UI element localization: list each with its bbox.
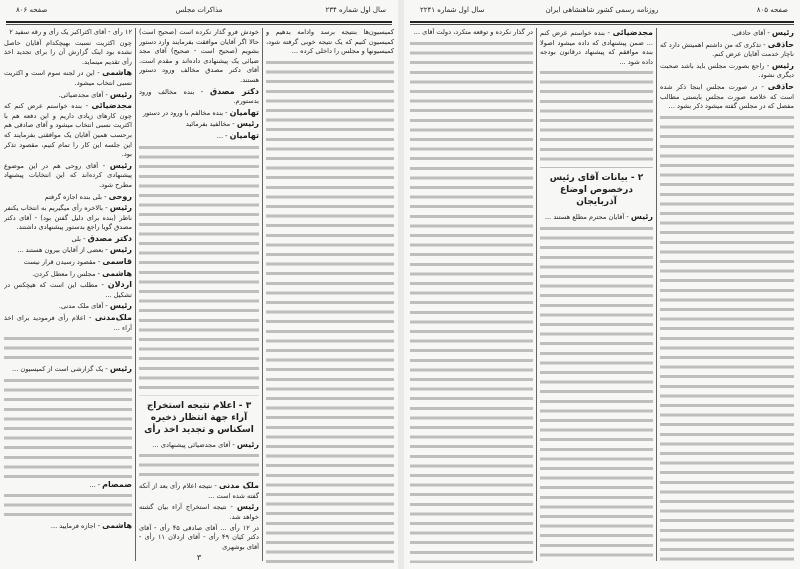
speaker: رئیس bbox=[109, 301, 132, 311]
speech-text: - بنده خواستم عرض کنم ... ضمن پیشنهادی که داده میشود اصولا بنده موافقم که پیشنهاد درقانون بودجه داده شود ... bbox=[540, 29, 653, 66]
speaker: مجدضیائی bbox=[612, 28, 653, 37]
speaker: اردلان bbox=[107, 280, 132, 290]
speech-text: - در صورت مجلس اینجا ذکر شده است که خلاصه صورت مجلس بایستی مطالب مفصل که در مجلس گفته میشود ذکر بشود ... bbox=[660, 82, 794, 111]
page-number: صفحه ۸۰۶ bbox=[16, 6, 48, 14]
column-left bbox=[4, 28, 132, 563]
speaker: رئیس bbox=[771, 60, 794, 70]
speaker: حاذقی bbox=[767, 39, 794, 49]
speech bbox=[4, 280, 132, 300]
text-continuation bbox=[4, 376, 132, 480]
speaker: صمصام bbox=[102, 479, 132, 489]
column-middle bbox=[139, 28, 259, 563]
speech-text: - آقای ملک مدنی. bbox=[58, 302, 108, 311]
speech bbox=[660, 61, 794, 81]
column-divider bbox=[536, 28, 537, 561]
speech bbox=[4, 68, 132, 88]
speech-text: - آقای روحی هم در این موضوع پیشنهادی کرده‌اند که این انتخابات پیشنهاد مطرح شود. bbox=[4, 161, 132, 189]
header-rule bbox=[6, 21, 392, 25]
header-rule bbox=[410, 21, 794, 25]
speech-text: - ... bbox=[216, 131, 228, 140]
speech bbox=[4, 101, 132, 160]
text-continuation bbox=[410, 39, 533, 563]
footer-page-number: ۳ bbox=[196, 553, 202, 563]
paragraph: ۱۲ رأی - آقای اکثراکبر یک رأی و رقه سفید ۲ bbox=[9, 28, 132, 36]
speech bbox=[4, 245, 132, 256]
speaker: رئیس bbox=[236, 502, 259, 512]
speech-text: - آقایان محترم مطلع هستند ... bbox=[544, 213, 629, 222]
speaker: ملک مدنی bbox=[218, 481, 259, 491]
speech bbox=[139, 481, 259, 501]
speech bbox=[139, 440, 259, 451]
speech bbox=[4, 364, 132, 375]
left-page bbox=[0, 0, 398, 569]
text-continuation bbox=[266, 58, 394, 563]
speech-text: - اعلام رأی فرمودید برای اخذ آراء ... bbox=[4, 314, 132, 332]
section-heading: ۲ - بیانات آقای رئیس درخصوص اوضاع آذربایجان bbox=[549, 173, 644, 208]
section-title: مذاکرات مجلس bbox=[175, 6, 223, 14]
speech-text: - یک گزارشی است از کمیسیون ... bbox=[12, 365, 108, 374]
speech-text: - تذکری که من داشتم اهمیتش دارد که ناچار خدمت آقایان عرض کنم. bbox=[660, 40, 794, 59]
text-continuation bbox=[540, 68, 653, 168]
paragraph: چون اکثریت نسبت بهیچکدام آقایان حاصل نشده بود اینک گزارش آن را برای تجدید اخذ رأی تقدیم مینماید. bbox=[4, 38, 132, 66]
speech bbox=[4, 90, 132, 101]
speech bbox=[4, 234, 132, 245]
issue-number: سال اول شماره ۲۲۴۱ bbox=[420, 6, 485, 14]
speech-text: - بنده مخالف ورود بدستورم. bbox=[139, 87, 259, 106]
text-continuation bbox=[139, 451, 259, 481]
speech-text: - بالاخره رأی میگیریم به انتخاب یکنفر ناظر (بنده برای دلیل گفتن بود) - آقای دکتر مصدق گویا راجع بدستور پیشنهادی داشتند. bbox=[4, 204, 132, 232]
speech-text: - نتیجه اعلام رأی بعد از آنکه گفته شده است ... bbox=[139, 482, 259, 500]
speech bbox=[4, 313, 132, 333]
section-heading: ۳ - اعلام نتیجه استخراج آراء جهة انتظار ذخیره اسکناس و تجدید اخذ رأی bbox=[144, 400, 254, 435]
speech bbox=[139, 87, 259, 107]
speaker: رئیس bbox=[109, 245, 132, 255]
newspaper-title: روزنامه رسمی کشور شاهنشاهی ایران bbox=[545, 6, 659, 14]
speech-text: - مجلس را معطل کردن. bbox=[32, 269, 101, 278]
speech bbox=[4, 480, 132, 491]
speech-text: - بلی bbox=[71, 234, 86, 243]
speech-text: - مطلب این است که هیچکس در تشکیل ... bbox=[4, 281, 132, 299]
speech bbox=[139, 502, 259, 522]
paragraph: خودش فرو گذار نکرده است (صحیح است) حالا اگر آقایان موافقت بفرمایند وارد دستور بشویم (صحیح است - صحیح) آقای مجد ضیائی یک پیشنهادی داده‌اند و مقدم است. آقای دکتر مصدق مخالف ورود دستور هستند. bbox=[139, 28, 259, 84]
speaker: دکتر مصدق bbox=[87, 233, 132, 243]
speech bbox=[660, 28, 794, 39]
speech bbox=[4, 161, 132, 191]
speech-text: - بلی بنده اجازه گرفتم bbox=[44, 192, 107, 201]
speaker: رئیس bbox=[109, 160, 132, 170]
speech-text: - آقای مجدضیائی پیشنهادی ... bbox=[152, 440, 235, 449]
speech-text: - بعضی از آقایان بیرون هستند ... bbox=[17, 246, 108, 255]
speech-text: - نتیجه استخراج آراء بیان گشته خواهد شد. bbox=[139, 503, 259, 522]
speech-text: - مقصود رسیدن قرار نیست bbox=[23, 258, 101, 267]
speaker: مجدضیائی bbox=[91, 101, 132, 111]
speech-text: - ... bbox=[89, 480, 101, 489]
text-continuation bbox=[4, 334, 132, 364]
speech-text: - آقای مجدضیائی. bbox=[58, 90, 108, 99]
column-middle bbox=[540, 28, 653, 563]
speech bbox=[4, 269, 132, 280]
speaker: رئیس bbox=[236, 119, 259, 129]
text-continuation bbox=[660, 113, 794, 563]
speech-text: - اجازه فرمایید ... bbox=[50, 522, 101, 531]
vote-results: در ۱۲ رأی ... آقای صادقی ۴۵ رأی - آقای دکتر کیان ۴۹ رأی - آقای اردلان ۱۱ رأی - آقای بوشهری bbox=[139, 523, 259, 551]
speech bbox=[540, 212, 653, 223]
speech-text: - مخالفید بفرمائید bbox=[185, 120, 235, 129]
speaker: هاشمی bbox=[102, 68, 132, 78]
speaker: تهامیان bbox=[229, 107, 259, 117]
column-divider bbox=[262, 28, 263, 561]
speaker: رئیس bbox=[109, 89, 132, 99]
speaker: رئیس bbox=[109, 203, 132, 213]
speech bbox=[4, 301, 132, 312]
text-continuation bbox=[139, 143, 259, 396]
speech bbox=[139, 131, 259, 142]
speech-text: - این در لجنه سوم است و اکثریت نسبی انتخاب میشود. bbox=[4, 69, 132, 87]
speaker: رئیس bbox=[771, 28, 794, 37]
speech bbox=[4, 203, 132, 233]
speaker: ملک‌مدنی bbox=[94, 313, 132, 323]
page-header bbox=[6, 6, 392, 20]
speaker: رئیس bbox=[109, 364, 132, 374]
paragraph: در گذار نکرده و توقعه متکرد، دولت آقای ... bbox=[413, 28, 533, 36]
speaker: قاسمی bbox=[102, 257, 132, 267]
speech-text: - بنده خواستم عرض کنم که چون کارهای زیادی داریم و این دفعه هم با اکثریت نسبی انتخاب میشود و آقای صادقی هم برحسب همین آقایان یک موافقتی بفرمایند که این جلسه این کار را تمام کنیم، مقصود تذکر بود. bbox=[4, 102, 132, 159]
speaker: هاشمی bbox=[102, 268, 132, 278]
speech bbox=[4, 257, 132, 268]
speech-text: - راجع بصورت مجلس باید باشد صحبت دیگری نشود. bbox=[660, 61, 794, 80]
speech bbox=[540, 28, 653, 67]
column-divider bbox=[656, 28, 657, 561]
speech-text: - آقای حاذقی. bbox=[731, 29, 770, 37]
speaker: هاشمی bbox=[102, 521, 132, 531]
page-header bbox=[410, 6, 794, 20]
speaker: تهامیان bbox=[229, 130, 259, 140]
speaker: دکتر مصدق bbox=[210, 86, 259, 96]
issue-number: سال اول شماره ۲۳۴ bbox=[325, 6, 386, 14]
speaker: حاذقی bbox=[767, 81, 794, 91]
speech bbox=[660, 40, 794, 60]
column-left bbox=[410, 28, 533, 563]
speech-text: - بنده مخالفم با ورود در دستور bbox=[142, 108, 228, 117]
right-page bbox=[404, 0, 800, 569]
speaker: روحی bbox=[108, 191, 132, 201]
speaker: رئیس bbox=[630, 212, 653, 222]
text-continuation bbox=[4, 491, 132, 521]
paragraph: کمیسیون‌ها بنتیجه برسد وادامه بدهیم و کمیسیون کنیم که یک نتیجه خوبی گرفته شود، کمیسیونها و مجلس را داخلی کرده ... bbox=[266, 28, 394, 56]
column-right bbox=[266, 28, 394, 563]
speech bbox=[660, 82, 794, 112]
text-continuation bbox=[540, 224, 653, 563]
column-right bbox=[660, 28, 794, 563]
column-divider bbox=[135, 28, 136, 561]
speech bbox=[4, 192, 132, 203]
speaker: رئیس bbox=[236, 439, 259, 449]
page-number: صفحه ۸۰۵ bbox=[756, 6, 788, 14]
speech bbox=[4, 521, 132, 532]
speech bbox=[139, 119, 259, 130]
speech bbox=[139, 108, 259, 119]
